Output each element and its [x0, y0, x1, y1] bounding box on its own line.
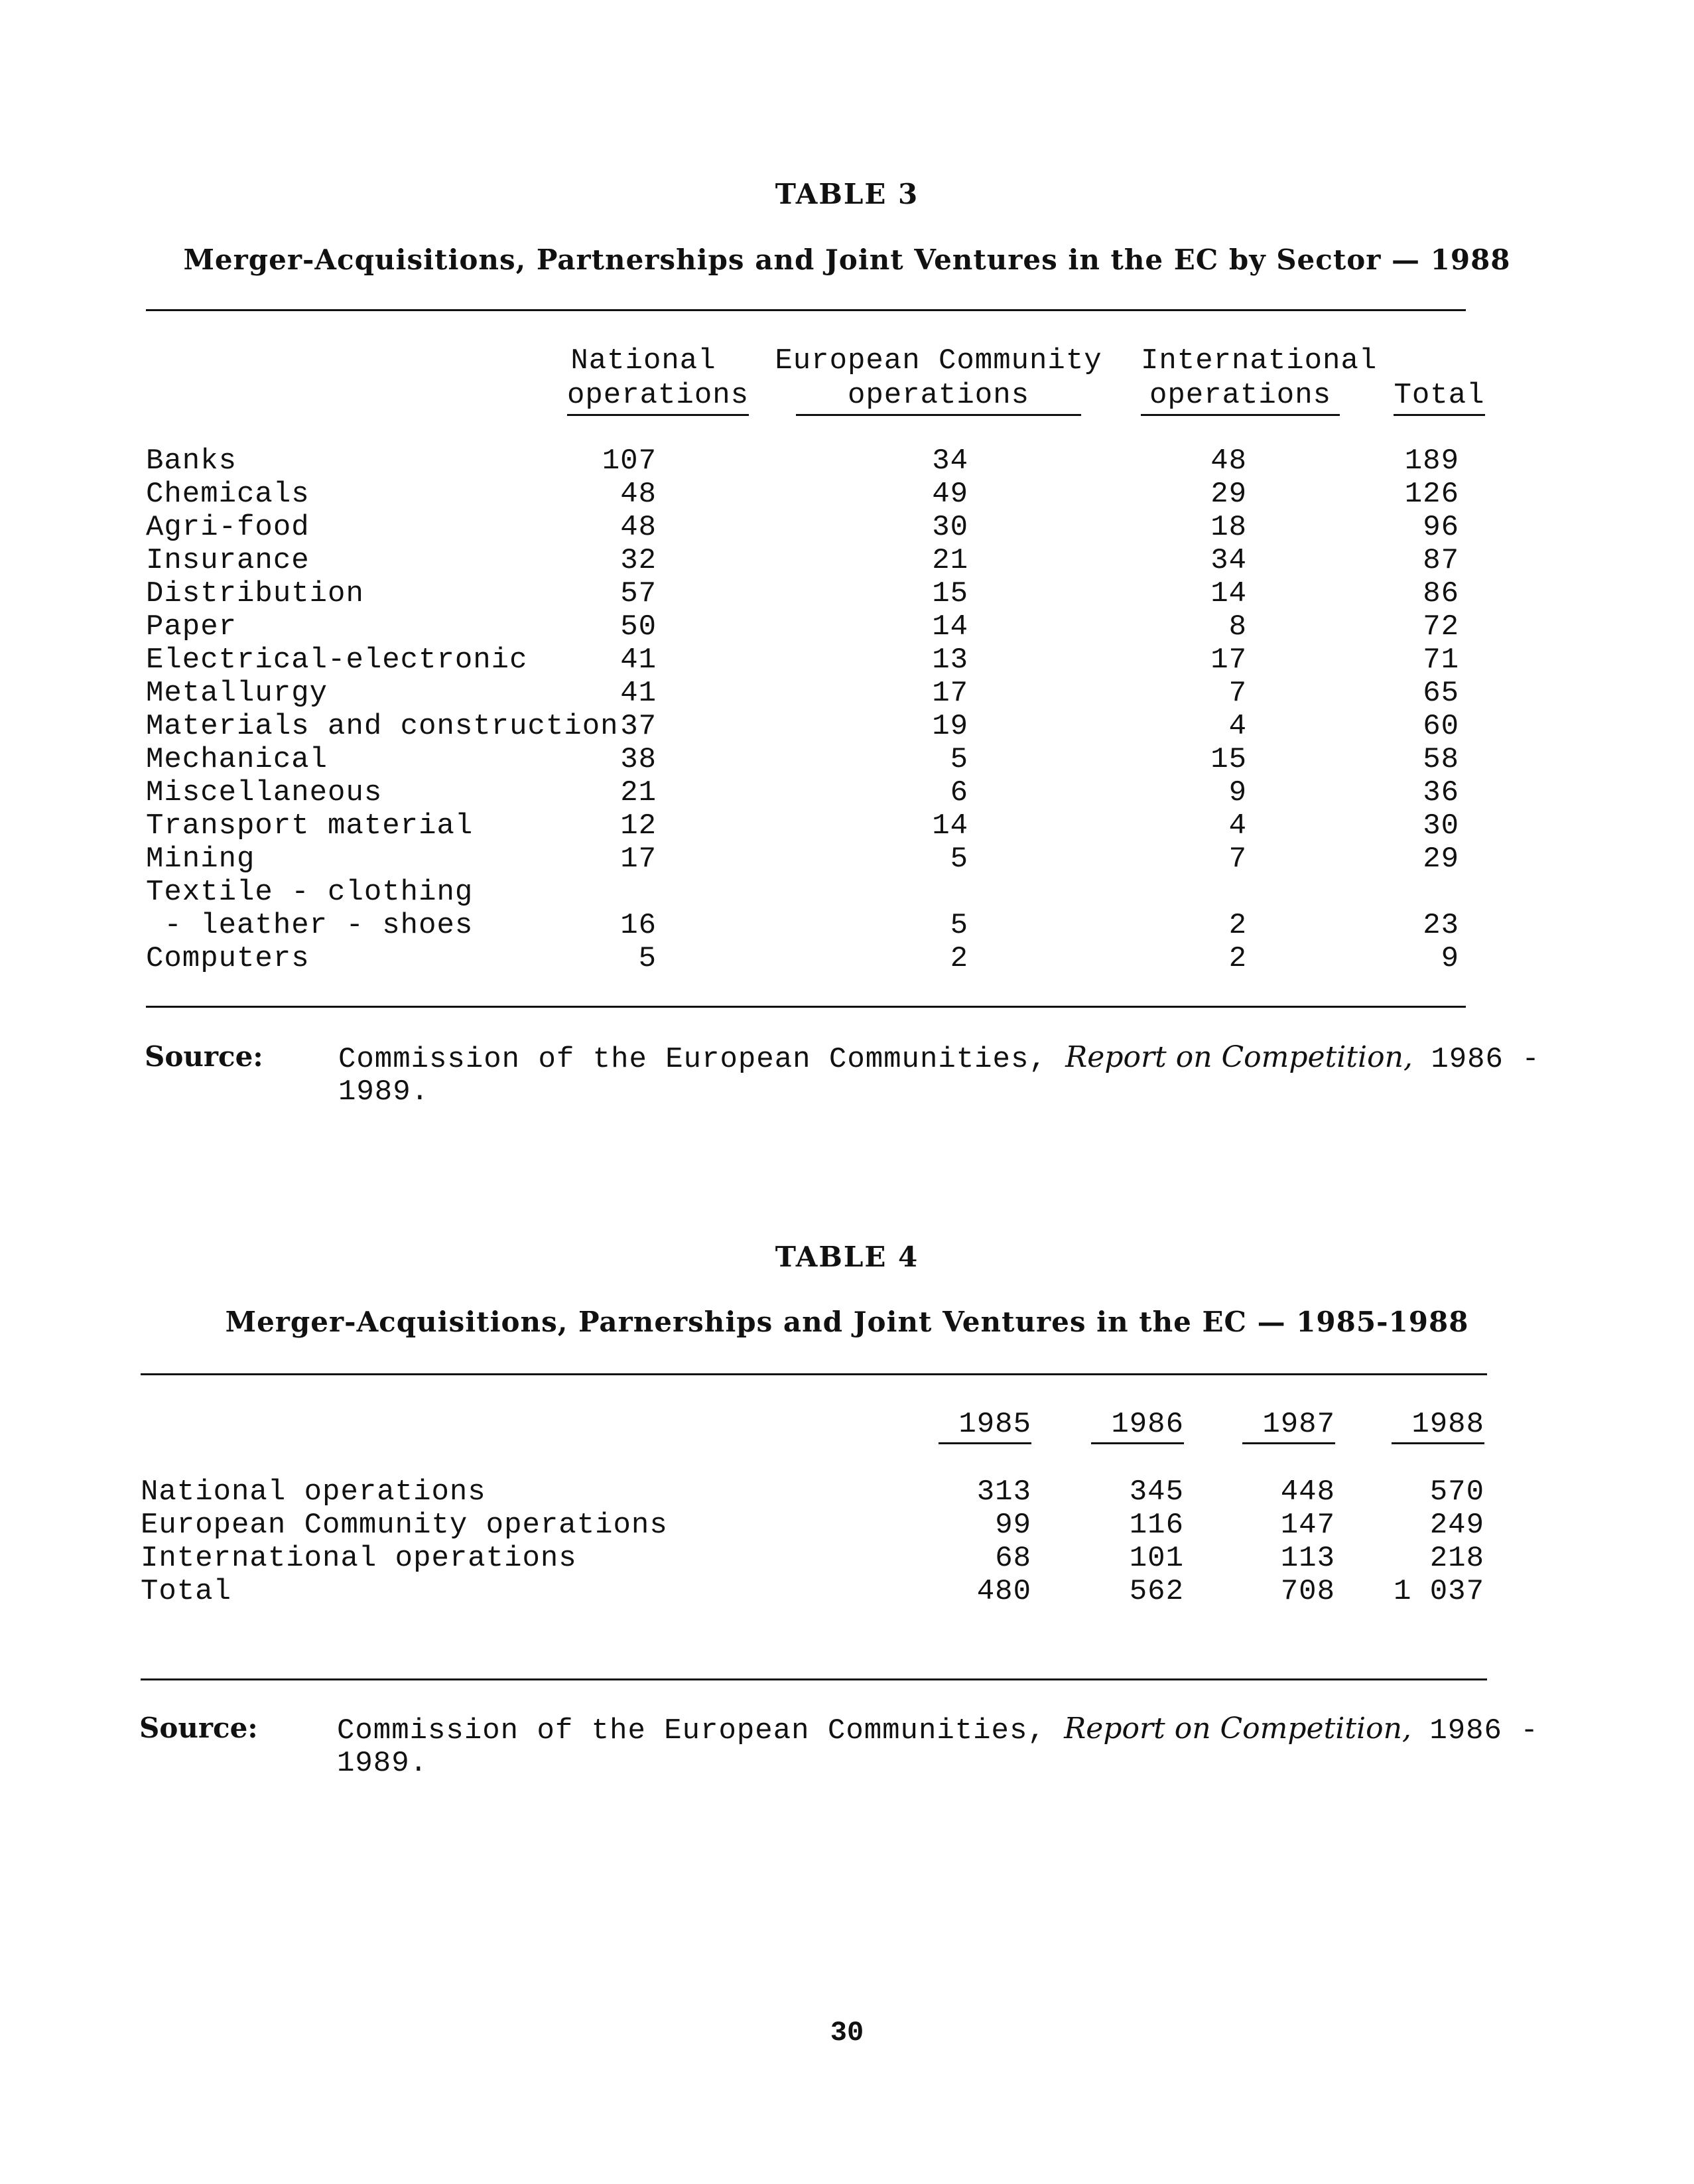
cell-ec: 5	[950, 743, 968, 776]
table3-header-ec: European Community operations	[773, 344, 1104, 416]
row-label: International operations	[141, 1542, 577, 1575]
cell-international: 7	[1228, 843, 1247, 876]
cell-national: 5	[638, 942, 657, 975]
cell-international: 7	[1228, 677, 1247, 710]
table3-top-rule	[146, 309, 1466, 311]
cell-international: 15	[1210, 743, 1247, 776]
cell-international: 34	[1210, 544, 1247, 577]
cell-international: 14	[1210, 577, 1247, 610]
cell-national: 32	[620, 544, 657, 577]
cell-value: 345	[1129, 1475, 1184, 1509]
row-label: Mechanical	[146, 743, 328, 776]
cell-national: 41	[620, 644, 657, 677]
row-label: Textile - clothing	[146, 876, 474, 909]
cell-ec: 14	[932, 809, 968, 843]
row-label: Banks	[146, 444, 237, 478]
cell-national: 48	[620, 478, 657, 511]
cell-national: 107	[602, 444, 657, 478]
cell-ec: 15	[932, 577, 968, 610]
table4-source-line2: 1989.	[337, 1747, 428, 1780]
row-label: Agri-food	[146, 511, 310, 544]
cell-international: 2	[1228, 909, 1247, 942]
cell-total: 87	[1423, 544, 1459, 577]
cell-ec: 19	[932, 710, 968, 743]
cell-international: 8	[1228, 610, 1247, 644]
page-number: 30	[830, 2017, 864, 2049]
cell-international: 2	[1228, 942, 1247, 975]
cell-international: 18	[1210, 511, 1247, 544]
table3-header-total: Total	[1393, 378, 1486, 416]
cell-total: 60	[1423, 710, 1459, 743]
cell-national: 12	[620, 809, 657, 843]
cell-international: 48	[1210, 444, 1247, 478]
row-label: Mining	[146, 843, 255, 876]
cell-value: 1 037	[1393, 1575, 1484, 1608]
cell-value: 147	[1280, 1509, 1335, 1542]
table3-source-text: Commission of the European Communities, Report on Competition, 1986 -	[338, 1040, 1540, 1076]
cell-international: 29	[1210, 478, 1247, 511]
cell-total: 126	[1404, 478, 1459, 511]
cell-national: 16	[620, 909, 657, 942]
cell-value: 708	[1280, 1575, 1335, 1608]
cell-ec: 17	[932, 677, 968, 710]
cell-total: 86	[1423, 577, 1459, 610]
row-label: Total	[141, 1575, 232, 1608]
table3-label: TABLE 3	[775, 178, 919, 210]
year-header-label: 1988	[1392, 1408, 1484, 1444]
table4-top-rule	[141, 1373, 1487, 1375]
cell-national: 41	[620, 677, 657, 710]
row-label: - leather - shoes	[146, 909, 474, 942]
cell-international: 4	[1228, 809, 1247, 843]
cell-value: 218	[1429, 1542, 1484, 1575]
cell-ec: 5	[950, 909, 968, 942]
year-header	[1392, 1408, 1484, 1444]
table4-bottom-rule	[141, 1678, 1487, 1680]
row-label: Metallurgy	[146, 677, 328, 710]
year-header-label: 1987	[1242, 1408, 1335, 1444]
cell-national: 37	[620, 710, 657, 743]
cell-value: 313	[976, 1475, 1031, 1509]
year-header	[1091, 1408, 1184, 1444]
cell-value: 480	[976, 1575, 1031, 1608]
cell-total: 96	[1423, 511, 1459, 544]
cell-national: 57	[620, 577, 657, 610]
row-label: Materials and construction	[146, 710, 619, 743]
row-label: Electrical-electronic	[146, 644, 528, 677]
cell-international: 9	[1228, 776, 1247, 809]
cell-value: 101	[1129, 1542, 1184, 1575]
cell-total: 65	[1423, 677, 1459, 710]
cell-total: 23	[1423, 909, 1459, 942]
cell-total: 9	[1441, 942, 1459, 975]
table4-label: TABLE 4	[775, 1241, 919, 1273]
table4-title: Merger-Acquisitions, Parnerships and Joint Ventures in the EC — 1985-1988	[225, 1306, 1469, 1338]
cell-ec: 34	[932, 444, 968, 478]
cell-national: 17	[620, 843, 657, 876]
cell-value: 116	[1129, 1509, 1184, 1542]
cell-ec: 5	[950, 843, 968, 876]
cell-total: 58	[1423, 743, 1459, 776]
cell-national: 21	[620, 776, 657, 809]
cell-total: 29	[1423, 843, 1459, 876]
table3-source-label: Source:	[145, 1040, 263, 1073]
year-header	[1242, 1408, 1335, 1444]
row-label: Paper	[146, 610, 237, 644]
cell-value: 249	[1429, 1509, 1484, 1542]
cell-ec: 6	[950, 776, 968, 809]
table4-source-text: Commission of the European Communities, Report on Competition, 1986 -	[337, 1712, 1539, 1747]
cell-national: 50	[620, 610, 657, 644]
table3-bottom-rule	[146, 1006, 1466, 1008]
cell-international: 4	[1228, 710, 1247, 743]
table3-header-international: International operations	[1141, 344, 1340, 416]
row-label: European Community operations	[141, 1509, 668, 1542]
cell-total: 71	[1423, 644, 1459, 677]
cell-total: 36	[1423, 776, 1459, 809]
cell-national: 48	[620, 511, 657, 544]
table3-header-national: National operations	[567, 344, 720, 416]
year-header-label: 1985	[939, 1408, 1031, 1444]
row-label: Distribution	[146, 577, 364, 610]
cell-ec: 21	[932, 544, 968, 577]
cell-value: 562	[1129, 1575, 1184, 1608]
row-label: Transport material	[146, 809, 474, 843]
year-header	[939, 1408, 1031, 1444]
table3-source-line2: 1989.	[338, 1075, 430, 1109]
cell-ec: 49	[932, 478, 968, 511]
cell-total: 72	[1423, 610, 1459, 644]
row-label: Miscellaneous	[146, 776, 383, 809]
year-header-label: 1986	[1091, 1408, 1184, 1444]
cell-total: 189	[1404, 444, 1459, 478]
cell-value: 113	[1280, 1542, 1335, 1575]
cell-ec: 14	[932, 610, 968, 644]
cell-international: 17	[1210, 644, 1247, 677]
row-label: Insurance	[146, 544, 310, 577]
row-label: Computers	[146, 942, 310, 975]
cell-ec: 30	[932, 511, 968, 544]
cell-ec: 13	[932, 644, 968, 677]
row-label: National operations	[141, 1475, 486, 1509]
table4-source-label: Source:	[139, 1712, 258, 1744]
cell-value: 68	[995, 1542, 1031, 1575]
cell-value: 570	[1429, 1475, 1484, 1509]
cell-total: 30	[1423, 809, 1459, 843]
cell-value: 99	[995, 1509, 1031, 1542]
cell-ec: 2	[950, 942, 968, 975]
row-label: Chemicals	[146, 478, 310, 511]
cell-value: 448	[1280, 1475, 1335, 1509]
cell-national: 38	[620, 743, 657, 776]
table3-title: Merger-Acquisitions, Partnerships and Joint Ventures in the EC by Sector — 1988	[183, 243, 1511, 276]
